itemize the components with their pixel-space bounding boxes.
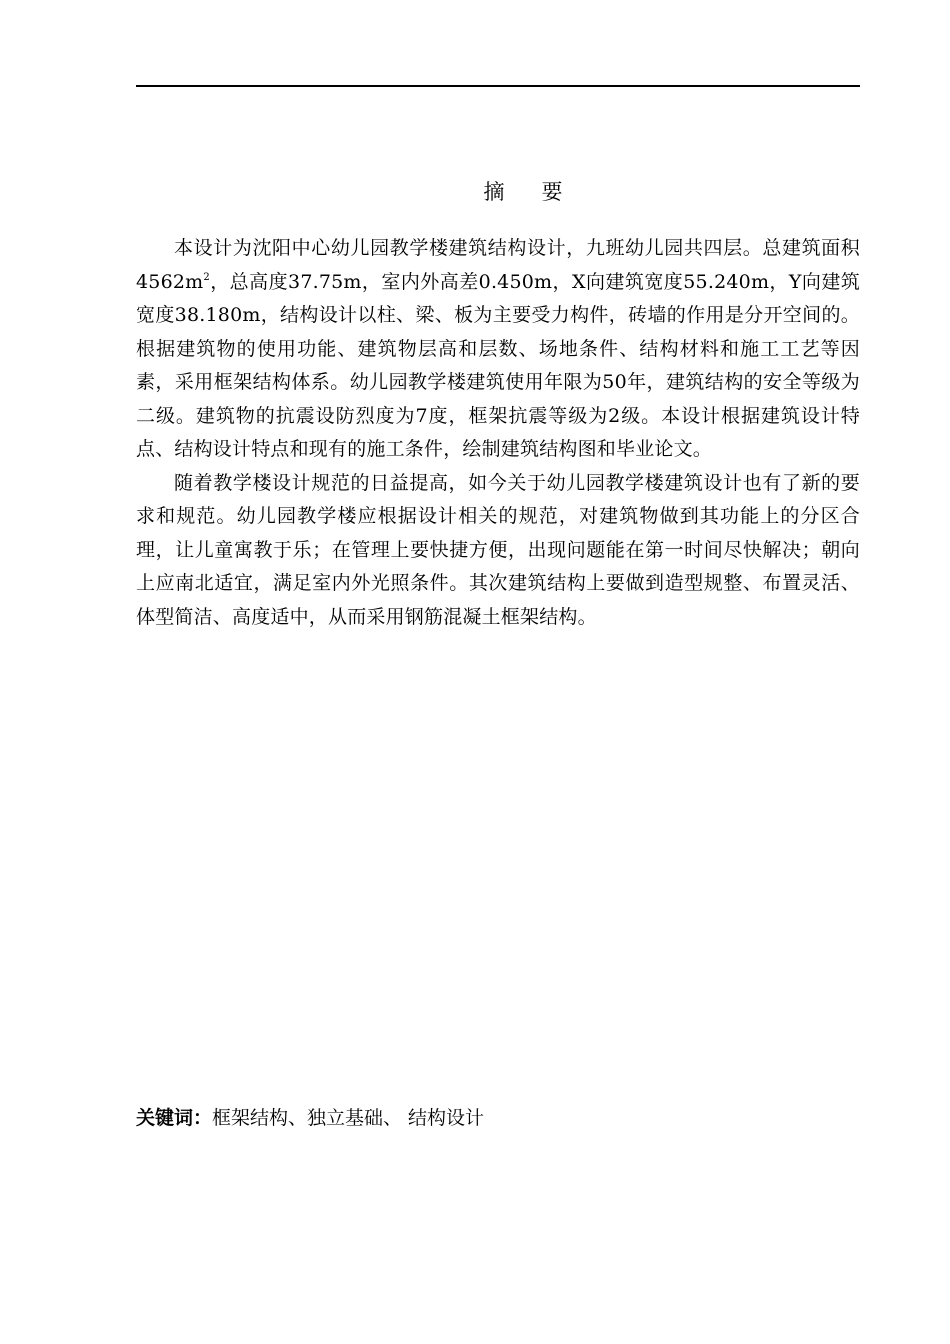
abstract-title: 摘 要 — [483, 180, 571, 204]
keywords-text: 框架结构、独立基础、 结构设计 — [212, 1107, 485, 1129]
area-unit-superscript: 2 — [203, 271, 210, 283]
keywords-label: 关键词： — [136, 1107, 213, 1129]
keywords-line — [136, 1102, 484, 1134]
header-rule — [136, 85, 860, 87]
abstract-body — [136, 232, 860, 634]
paragraph-1-text-before: 本设计为沈阳中心幼儿园教学楼建筑结构设计，九班幼儿园共四层。总建筑面积4562m — [136, 237, 860, 293]
abstract-paragraph-1 — [136, 232, 860, 467]
paragraph-1-text-after: ，总高度37.75m，室内外高差0.450m，X向建筑宽度55.240m，Y向建筑宽度38.180m，结构设计以柱、梁、板为主要受力构件，砖墙的作用是分开空间的。根据建筑物的使用功能、建筑物层高和层数、场地条件、结构材料和施工工艺等因素，采用框架结构体系。幼儿园教学楼建筑使用年限为50年，建筑结构的安全等级为二级。建筑物的抗震设防烈度为7度，框架抗震等级为2级。本设计根据建筑设计特点、结构设计特点和现有的施工条件，绘制建筑结构图和毕业论文。 — [136, 270, 860, 460]
abstract-paragraph-2: 随着教学楼设计规范的日益提高，如今关于幼儿园教学楼建筑设计也有了新的要求和规范。幼儿园教学楼应根据设计相关的规范，对建筑物做到其功能上的分区合理，让儿童寓教于乐；在管理上要快捷方便，出现问题能在第一时间尽快解决；朝向上应南北适宜，满足室内外光照条件。其次建筑结构上要做到造型规整、布置灵活、体型简洁、高度适中，从而采用钢筋混凝土框架结构。 — [136, 471, 860, 628]
